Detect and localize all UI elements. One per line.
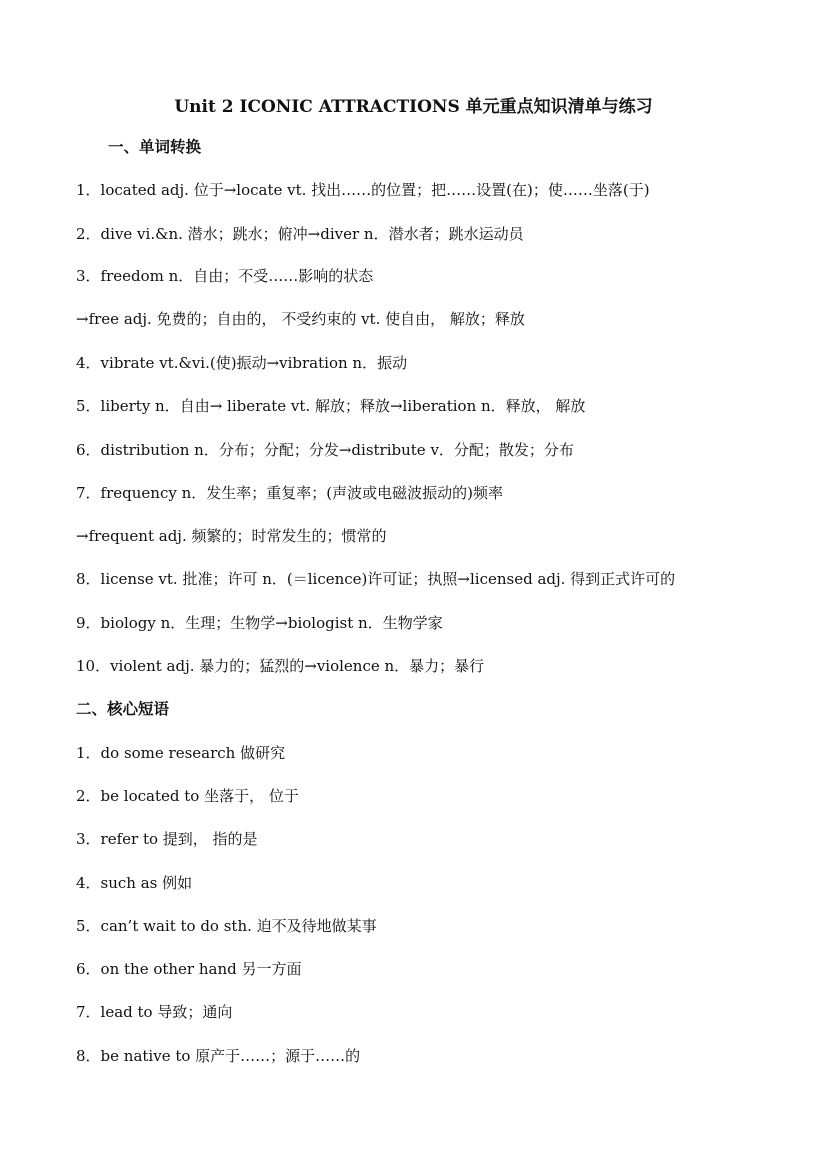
word-item: 10．violent adj. 暴力的；猛烈的→violence n．暴力；暴行	[76, 657, 485, 675]
word-item: 3．freedom n．自由；不受……影响的状态	[76, 267, 374, 285]
word-item-continuation: →frequent adj. 频繁的；时常发生的；惯常的	[76, 527, 387, 545]
word-item: 8．license vt. 批准；许可 n．(＝licence)许可证；执照→licensed adj. 得到正式许可的	[76, 570, 676, 588]
phrase-item: 8．be native to 原产于……；源于……的	[76, 1047, 361, 1065]
word-item: 1．located adj. 位于→locate vt. 找出……的位置；把……设置(在)；使……坐落(于)	[76, 181, 650, 199]
phrase-item: 2．be located to 坐落于， 位于	[76, 787, 299, 805]
phrase-item: 4．such as 例如	[76, 874, 193, 892]
word-item-continuation: →free adj. 免费的；自由的， 不受约束的 vt. 使自由， 解放；释放	[76, 310, 525, 328]
word-item: 4．vibrate vt.&vi.(使)振动→vibration n．振动	[76, 354, 408, 372]
phrase-item: 3．refer to 提到， 指的是	[76, 830, 258, 848]
word-item: 7．frequency n．发生率；重复率；(声波或电磁波振动的)频率	[76, 484, 503, 502]
phrase-item: 5．can’t wait to do sth. 迫不及待地做某事	[76, 917, 377, 935]
section-heading-core-phrases: 二、核心短语	[76, 699, 170, 718]
phrase-item: 1．do some research 做研究	[76, 744, 286, 762]
word-item: 5．liberty n．自由→ liberate vt. 解放；释放→liberation n．释放， 解放	[76, 397, 586, 415]
phrase-item: 7．lead to 导致；通向	[76, 1003, 233, 1021]
document-title: Unit 2 ICONIC ATTRACTIONS 单元重点知识清单与练习	[174, 97, 653, 117]
word-item: 2．dive vi.&n. 潜水；跳水；俯冲→diver n．潜水者；跳水运动员	[76, 225, 524, 243]
word-item: 9．biology n．生理；生物学→biologist n．生物学家	[76, 614, 443, 632]
section-heading-word-conversion: 一、单词转换	[108, 137, 202, 156]
phrase-item: 6．on the other hand 另一方面	[76, 960, 302, 978]
word-item: 6．distribution n．分布；分配；分发→distribute v．分配；散发；分布	[76, 441, 574, 459]
